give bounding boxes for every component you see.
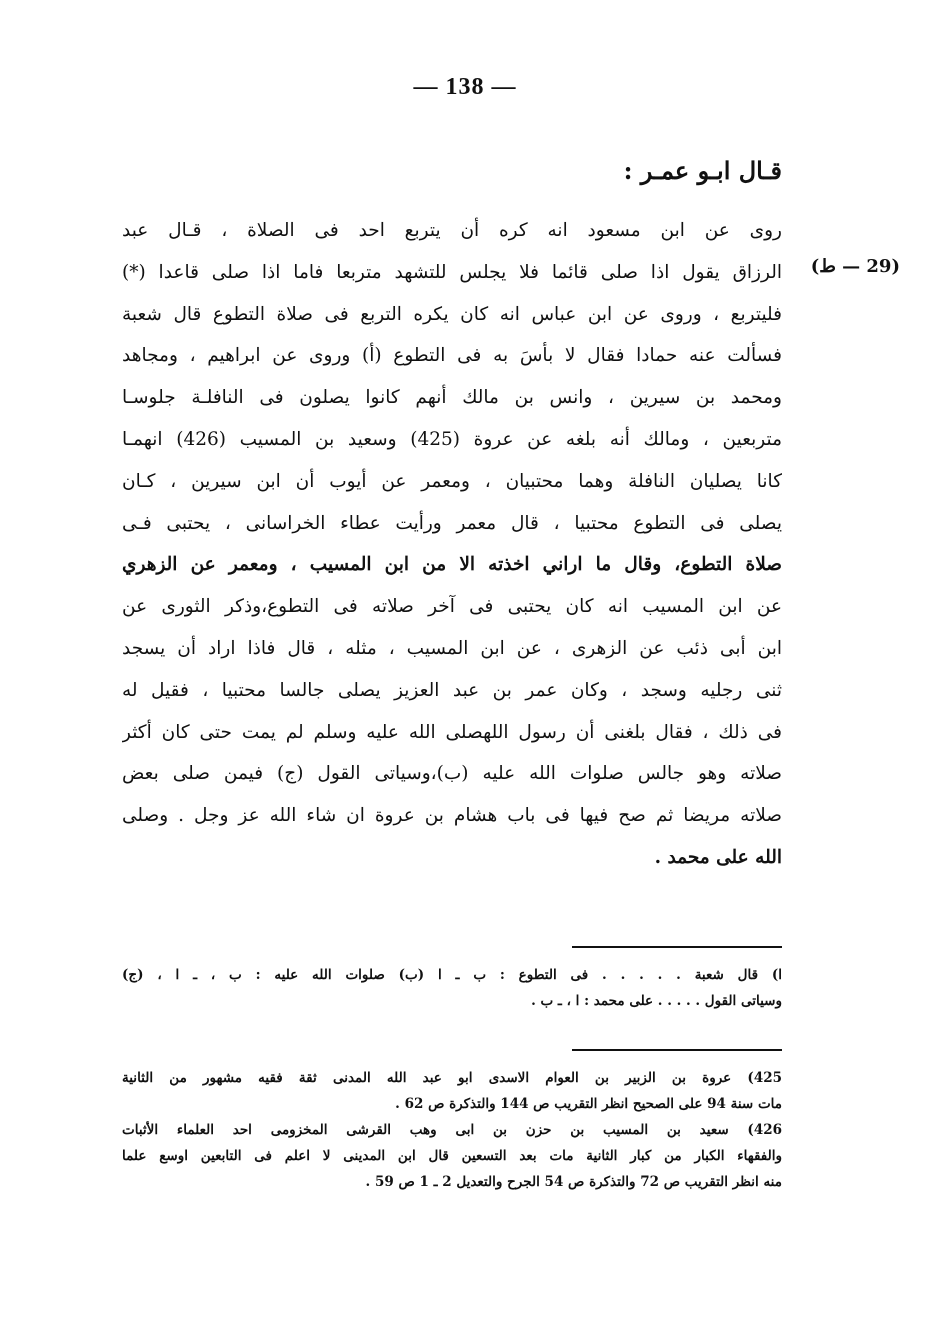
text-line: ومحمد بن سيرين ، وانس بن مالك أنهم كانوا يصلون فى النافلـة جلوسـا (122, 387, 782, 409)
text-line: صلاة التطوع، وقال ما اراني اخذته الا من ابن المسيب ، ومعمر عن الزهري (122, 554, 782, 576)
text-line: الله على محمد . (654, 846, 782, 868)
margin-reference: (29 — ط) (810, 256, 900, 277)
text-line: فسألت عنه حمادا فقال لا بأسَ به فى التطوع (أ) وروى عن ابراهيم ، ومجاهد (122, 345, 782, 367)
text-line: كانا يصليان النافلة وهما محتبيان ، ومعمر عن أيوب أن ابن سيرين ، كـان (122, 470, 782, 492)
text-line: فليتربع ، وروى عن ابن عباس انه كان يكره التربع فى صلاة التطوع قال شعبة (122, 303, 782, 325)
variant-readings-notes (122, 962, 782, 1014)
text-line: ثنى رجليه وسجد ، وكان عمر بن عبد العزيز يصلى جالسا محتبيا ، فقيل له (122, 679, 782, 701)
text-line: عن ابن المسيب انه كان يحتبى فى آخر صلاته فى التطوع،وذكر الثورى عن (122, 596, 782, 618)
footnote-line: والفقهاء الكبار من كبار الثانية مات بعد التسعين قال ابن المدينى لا اعلم فى التابعين اوسع علما (122, 1148, 782, 1164)
text-line: صلاته مريضا ثم صح فيها فى باب هشام بن عروة ان شاء الله عز وجل . وصلى (122, 805, 782, 827)
text-line: متربعين ، ومالك أنه بلغه عن عروة (425) وسعيد بن المسيب (426) انهمـا (122, 428, 782, 450)
footnote-line: منه انظر التقريب ص 72 والتذكرة ص 54 الجرح والتعديل 2 ـ 1 ص 59 . (365, 1174, 782, 1190)
main-text (122, 210, 782, 879)
footnote-line: 425) عروة بن الزبير بن العوام الاسدى ابو عبد الله المدنى ثقة فقيه مشهور من الثانية (122, 1070, 782, 1086)
page-number: — 138 — (413, 74, 517, 100)
text-line: روى عن ابن مسعود انه كره أن يتربع احد فى الصلاة ، قـال عبد (122, 220, 782, 241)
biographical-notes (122, 1065, 782, 1195)
text-line: الرزاق يقول اذا صلى قائما فلا يجلس للتشهد متربعا فاما اذا صلى قاعدا (*) (122, 261, 782, 283)
footnote-divider (572, 946, 782, 948)
text-line: فى ذلك ، فقال بلغنى أن رسول اللهصلى الله عليه وسلم لم يمت حتى كان أكثر (122, 721, 782, 743)
footnote-divider (572, 1049, 782, 1051)
footnote-line: مات سنة 94 على الصحيح انظر التقريب ص 144 والتذكرة ص 62 . (395, 1096, 782, 1112)
text-line: يصلى فى التطوع محتبيا ، قال معمر ورأيت عطاء الخراسانى ، يحتبى فـى (122, 512, 782, 534)
footnote-line: وسياتى القول . . . . . على محمد : ا ، ـ ب . (531, 993, 782, 1009)
footnote-line: 426) سعيد بن المسيب بن حزن بن ابى وهب القرشى المخزومى احد العلماء الأثبات (122, 1122, 782, 1138)
section-heading: قـال ابـو عمـر : (623, 156, 782, 185)
text-line: ابن أبى ذئب عن الزهرى ، عن ابن المسيب ، مثله ، قال فاذا اراد أن يسجد (122, 637, 782, 659)
footnote-line: ا) قال شعبة . . . . . فى التطوع : ب ـ ا (ب) صلوات الله عليه : ب ، ـ ا ، (ج) (122, 967, 782, 983)
text-line: صلاته وهو جالس صلوات الله عليه (ب)،وسياتى القول (ج) فيمن صلى بعض (122, 763, 782, 785)
